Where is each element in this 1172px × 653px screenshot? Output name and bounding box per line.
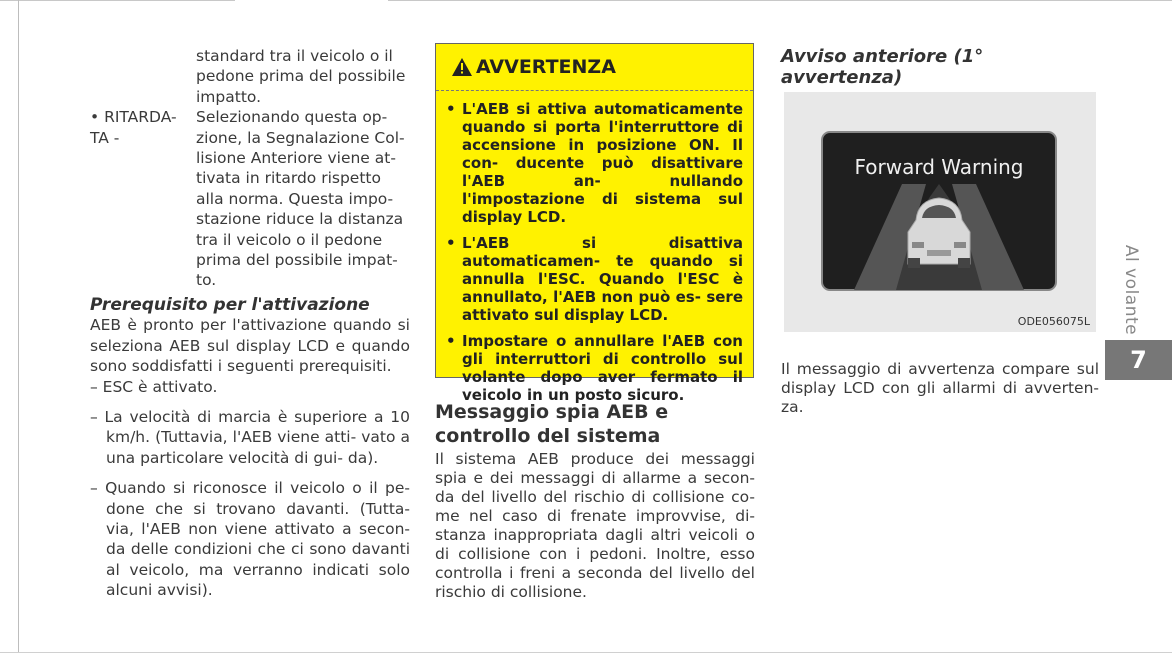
forward-warning-figure [784, 92, 1096, 332]
section-title: Messaggio spia AEB e controllo del sistema [435, 401, 669, 447]
warning-triangle-icon [452, 58, 472, 76]
column-left [90, 46, 410, 601]
warning-list [446, 100, 743, 412]
bullet: • [446, 100, 456, 118]
forward-warning-body: Il messaggio di avvertenza compare sul display LCD con gli allarmi di avverten- za. [781, 360, 1099, 416]
bullet: • [446, 234, 456, 252]
warning-item [446, 332, 743, 404]
bullet: • [446, 332, 456, 350]
section-body: Il sistema AEB produce dei messaggi spia e dei messaggi di allarme a secon- da del livello del rischio di collisione co- me nel caso di frenate improvvise, di- stanza inappropriata dagli altri veicoli o di collisione con i pedoni. Inoltre, esso controlla i freni a seconda del livello del rischio di collisione. [435, 450, 755, 601]
text-line: lisione Anteriore viene at- [196, 149, 396, 168]
column-right [781, 46, 1099, 416]
lcd-display-text: Forward Warning [854, 155, 1024, 179]
page-margin-line [18, 0, 19, 653]
term-line: • RITARDA- [90, 108, 177, 127]
definition-continuation [196, 46, 410, 107]
prereq-item: – Quando si riconosce il veicolo o il pe- done che si trovano davanti. (Tutta- via, l'AEB non viene attivato a secon- da delle condizioni che ci sono davanti al veicolo, ma verranno indicati solo alcuni avvisi). [90, 479, 410, 600]
chapter-side-tab [1123, 240, 1139, 340]
definition-ritardata [90, 107, 410, 291]
text-line: zione, la Segnalazione Col- [196, 128, 405, 147]
top-rule-right [388, 0, 1172, 1]
figure-code: ODE056075L [1017, 315, 1090, 328]
text-line: standard tra il veicolo o il [196, 47, 393, 65]
warning-item-text: L'AEB si attiva automaticamente quando si porta l'interruttore di accensione in posizione ON. Il con- ducente può disattivare l'AEB an- nullando l'impostazione di sistema sul display LCD. [462, 100, 743, 226]
text-line: pedone prima del possibile [196, 67, 406, 86]
lcd-display-illustration [784, 92, 1096, 332]
prereq-heading: Prerequisito per l'attivazione [90, 294, 370, 315]
prereq-intro: AEB è pronto per l'attivazione quando si seleziona AEB sul display LCD e quando sono soddisfatti i seguenti prerequisiti. [90, 316, 410, 376]
text-line: to. [196, 271, 217, 290]
warning-title [452, 56, 616, 78]
prereq-item: – ESC è attivato. [90, 377, 218, 396]
warning-item [446, 234, 743, 324]
chapter-side-label: Al volante [1121, 244, 1141, 336]
text-line: impatto. [196, 87, 262, 106]
text-line: prima del possibile impat- [196, 251, 398, 270]
term-line: TA - [90, 128, 120, 147]
warning-item [446, 100, 743, 226]
warning-box [435, 43, 754, 404]
text-line: stazione riduce la distanza [196, 210, 404, 229]
text-line: tra il veicolo o il pedone [196, 230, 383, 249]
warning-item-text: Impostare o annullare l'AEB con gli interruttori di controllo sul volante dopo aver fermato il veicolo in un posto sicuro. [462, 332, 743, 404]
warning-item-text: L'AEB si disattiva automaticamen- te quando si annulla l'ESC. Quando l'ESC è annullato, l'AEB non può es- sere attivato sul display LCD. [462, 234, 743, 324]
top-rule-left [0, 0, 235, 1]
definition-term [90, 107, 196, 291]
warning-title-text: AVVERTENZA [476, 56, 616, 78]
forward-warning-heading: Avviso anteriore (1° avvertenza) [781, 46, 984, 88]
text-line: alla norma. Questa impo- [196, 189, 394, 208]
text-line: Selezionando questa op- [196, 108, 388, 127]
definition-body [196, 107, 410, 291]
column-middle-section [435, 400, 755, 602]
chapter-number-tab: 7 [1105, 340, 1172, 380]
warning-separator [436, 90, 753, 91]
text-line: tivata in ritardo rispetto [196, 169, 381, 188]
prereq-item: – La velocità di marcia è superiore a 10 km/h. (Tuttavia, l'AEB viene atti- vato a una particolare velocità di gui- da). [90, 407, 410, 467]
